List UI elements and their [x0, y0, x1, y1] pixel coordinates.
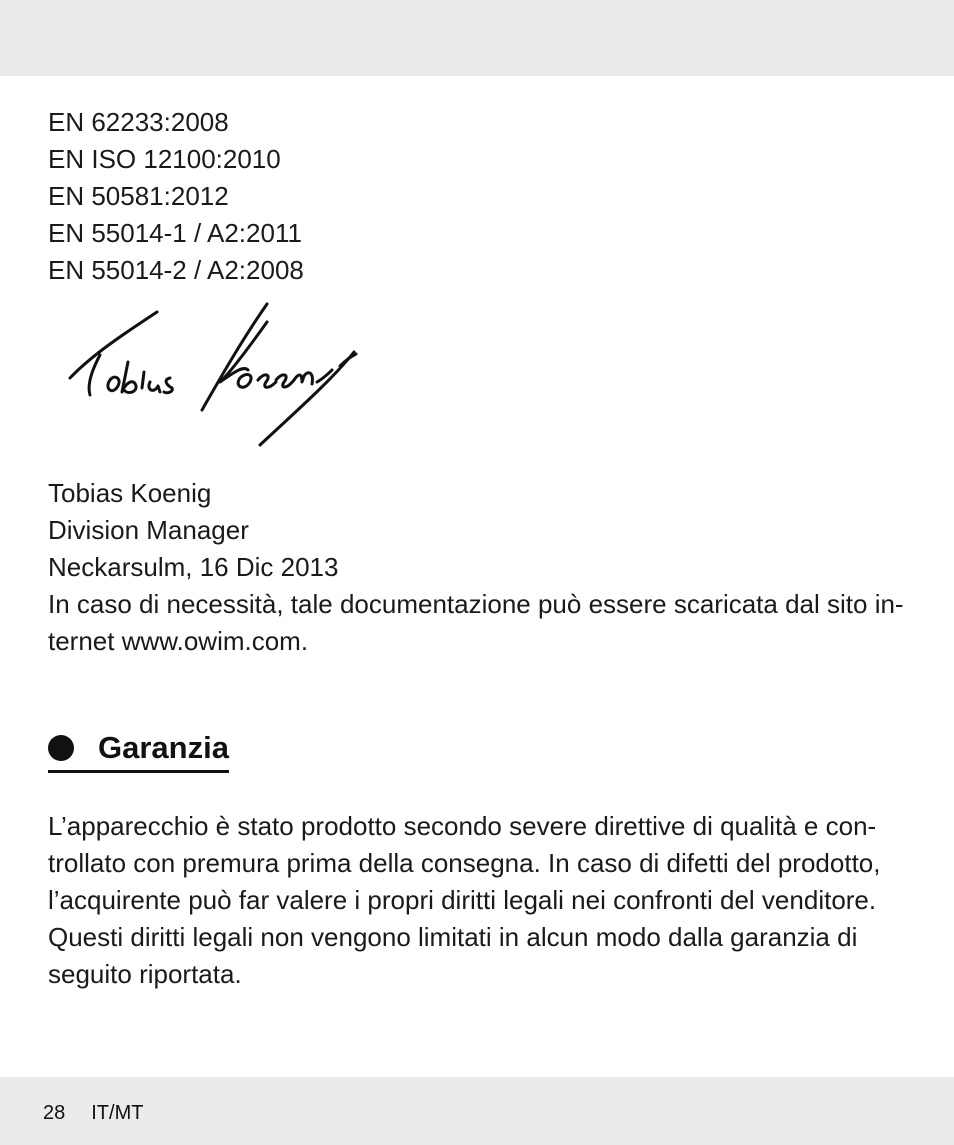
- standards-list: [48, 104, 304, 289]
- bullet-icon: [48, 735, 74, 761]
- header-band: [0, 0, 954, 76]
- language-code: IT/MT: [91, 1102, 144, 1124]
- standard-item: EN 55014-2 / A2:2008: [48, 255, 304, 285]
- warranty-paragraph: L’apparecchio è stato prodotto secondo severe direttive di qualità e con- trollato con premura prima della consegna. In caso di difetti del prodotto, l’acquirente può far valere i propri diritti legali nei confronti del venditore. Questi diritti legali non vengono limitati in alcun modo dalla garanzia di seguito riportata.: [48, 811, 881, 989]
- section-title: Garanzia: [98, 730, 229, 765]
- standard-item: EN ISO 12100:2010: [48, 144, 281, 174]
- section-heading: [48, 728, 229, 773]
- signer-block: [48, 475, 908, 660]
- signature-image: [62, 300, 372, 450]
- standard-item: EN 50581:2012: [48, 181, 229, 211]
- signer-role: Division Manager: [48, 515, 249, 545]
- page-number: 28: [43, 1102, 66, 1124]
- standard-item: EN 62233:2008: [48, 107, 229, 137]
- signer-name: Tobias Koenig: [48, 478, 212, 508]
- standard-item: EN 55014-1 / A2:2011: [48, 218, 302, 248]
- documentation-note: In caso di necessità, tale documentazione può essere scaricata dal sito in- ternet www.owim.com.: [48, 589, 904, 656]
- footer: [43, 1099, 143, 1127]
- signer-place-date: Neckarsulm, 16 Dic 2013: [48, 552, 339, 582]
